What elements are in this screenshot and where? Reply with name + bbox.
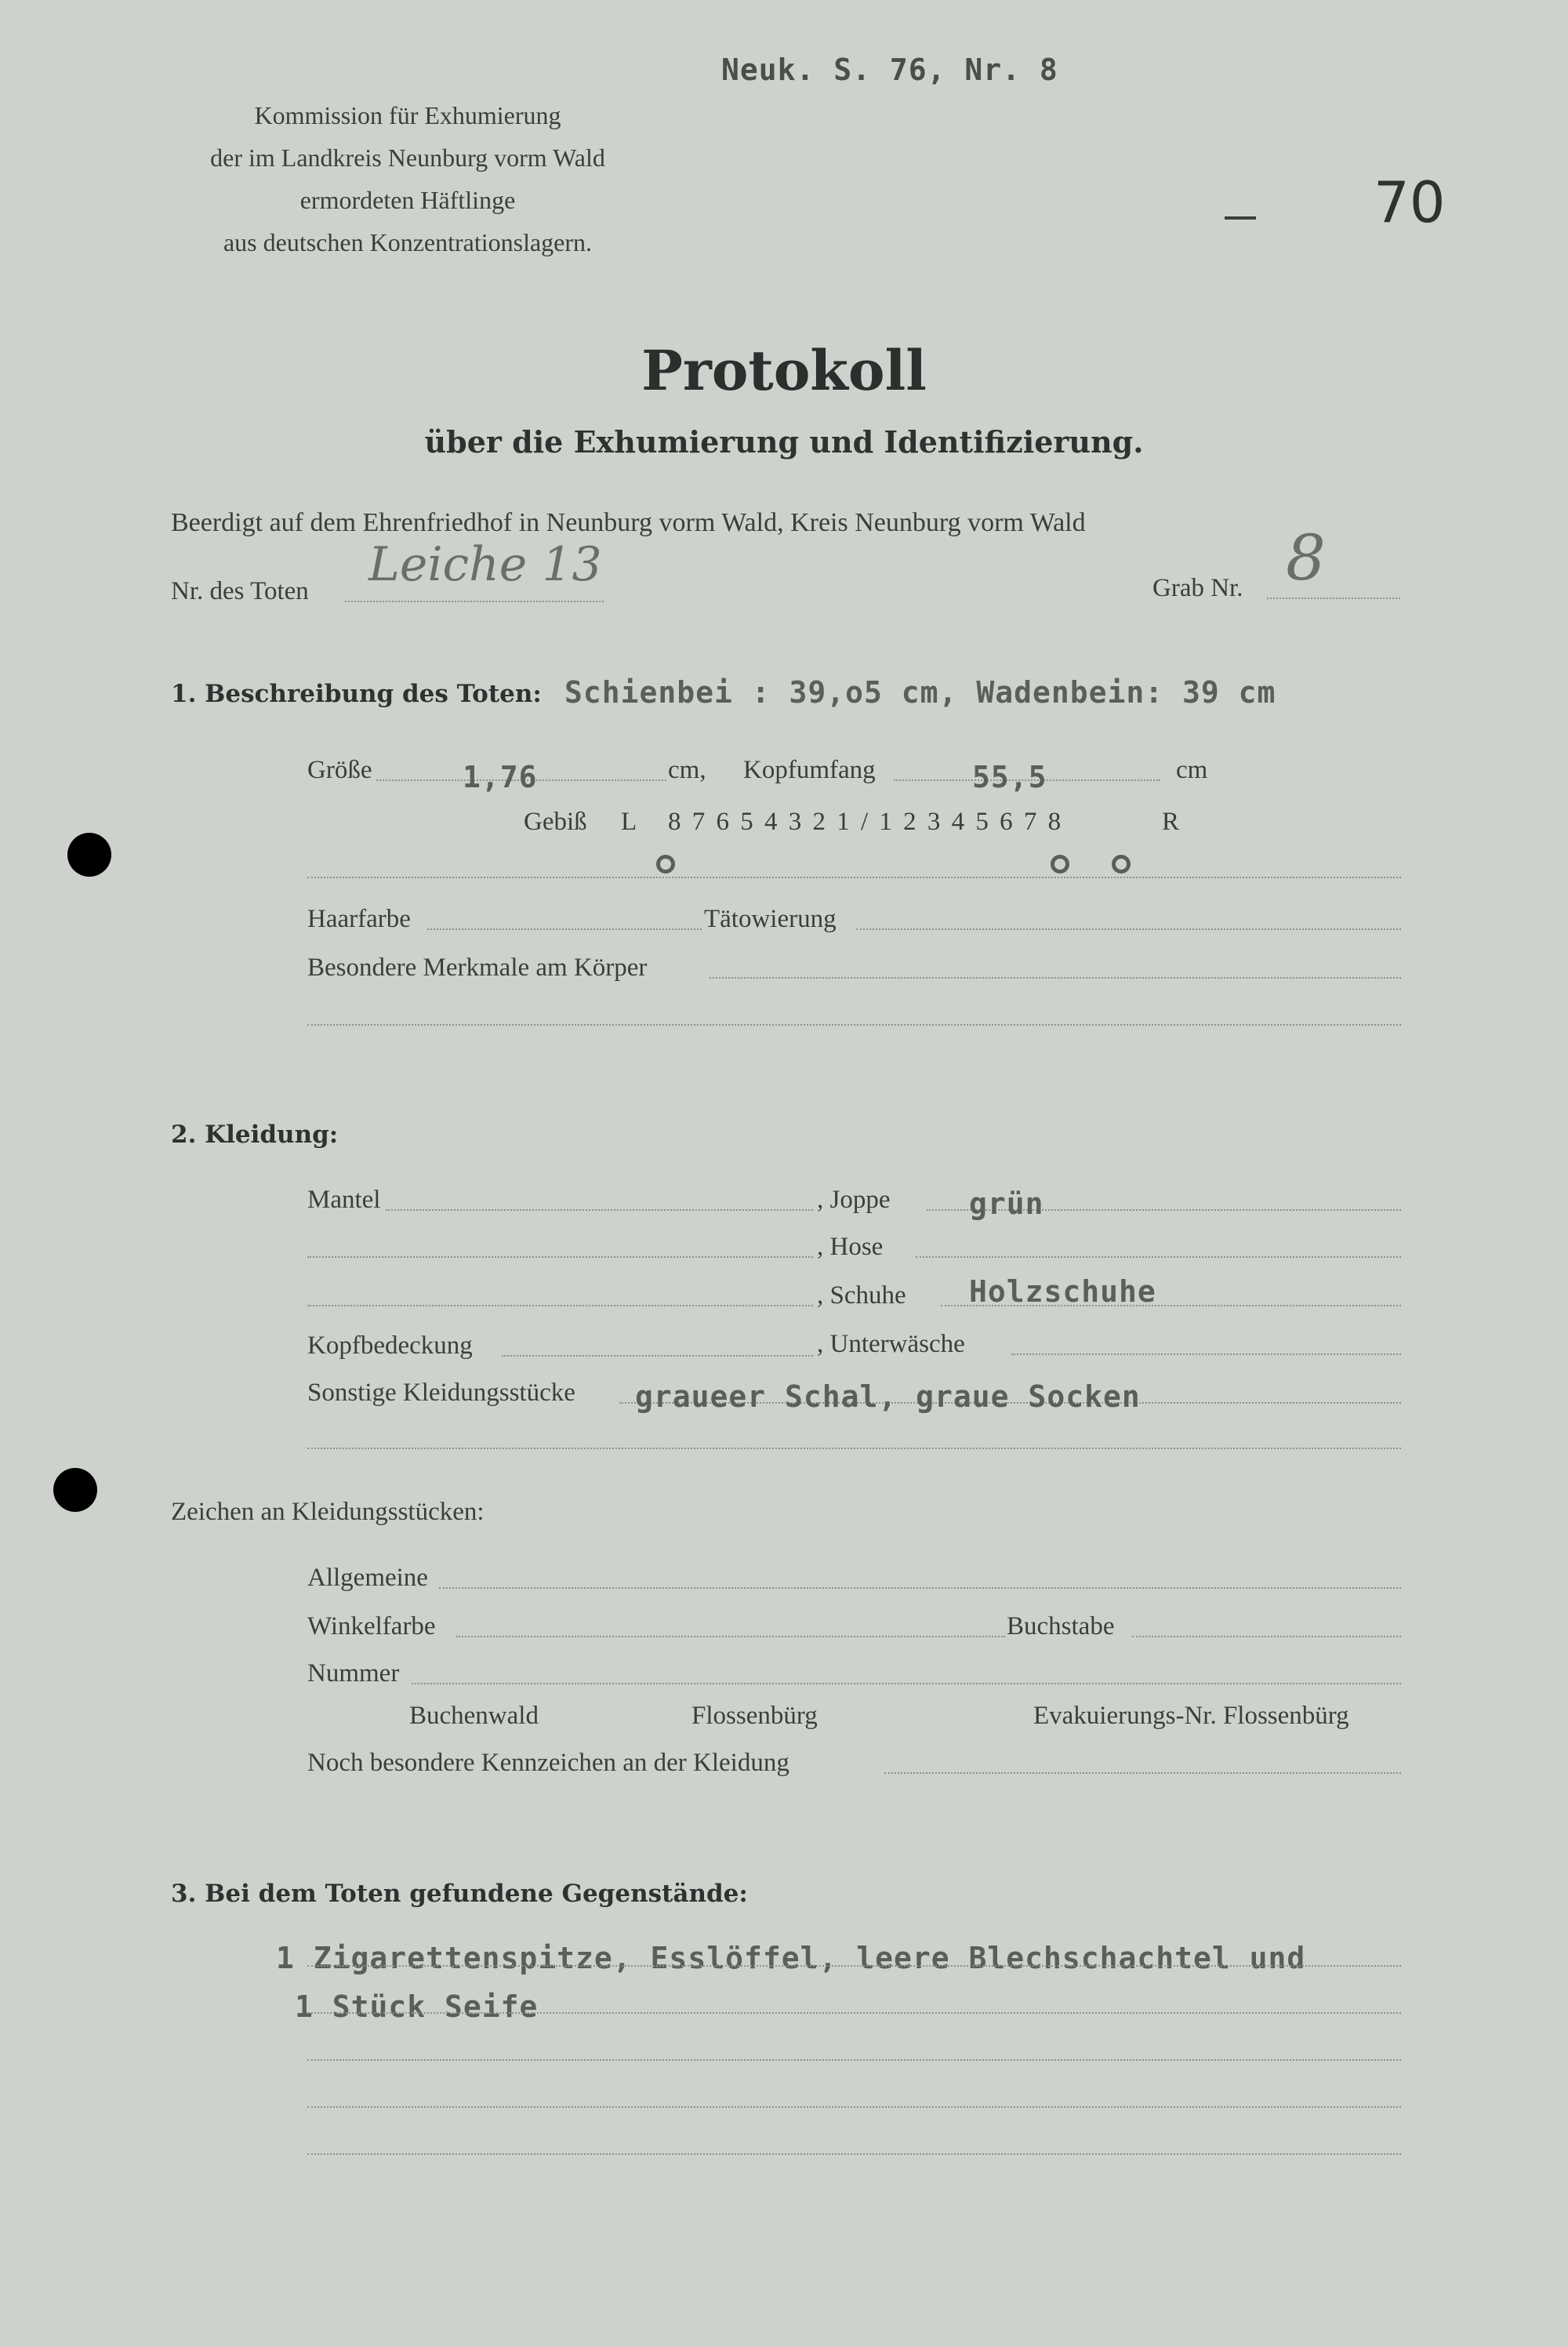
taetowierung-label: Tätowierung [704, 905, 837, 933]
punch-hole-bottom [53, 1468, 97, 1512]
evakuierung-label: Evakuierungs-Nr. Flossenbürg [1033, 1702, 1349, 1730]
hose-label: , Hose [817, 1233, 884, 1261]
pencil-mark [1225, 216, 1256, 220]
grave-number-value: 8 [1286, 521, 1326, 594]
tooth-mark [1051, 855, 1069, 874]
institution-block [157, 94, 659, 263]
items-rule-4 [307, 2106, 1401, 2108]
page-number: 70 [1374, 169, 1446, 235]
schuhe-value: Holzschuhe [969, 1274, 1156, 1309]
nummer-label: Nummer [307, 1659, 400, 1688]
hose-left-line [307, 1256, 813, 1258]
institution-line: aus deutschen Konzentrationslagern. [223, 228, 593, 256]
zeichen-heading: Zeichen an Kleidungsstücken: [171, 1498, 485, 1526]
items-rule-2 [307, 2012, 1401, 2014]
grave-number-line [1267, 598, 1400, 599]
gebiss-left-marker: L [621, 808, 637, 836]
items-rule-5 [307, 2153, 1401, 2155]
groesse-label: Größe [307, 756, 372, 784]
besondere-kennzeichen-line [884, 1772, 1401, 1774]
kopfumfang-unit: cm [1176, 756, 1208, 784]
gebiss-label: Gebiß [524, 808, 587, 836]
unterwaesche-line [1011, 1353, 1401, 1355]
document-title: Protokoll [641, 338, 927, 403]
gebiss-right-marker: R [1162, 808, 1180, 836]
items-line-2: 1 Stück Seife [295, 1989, 539, 2024]
besondere-kennzeichen-label: Noch besondere Kennzeichen an der Kleidung [307, 1749, 789, 1777]
groesse-value: 1,76 [463, 760, 538, 794]
allgemeine-line [439, 1587, 1401, 1589]
taetowierung-line [856, 928, 1401, 930]
dead-number-label: Nr. des Toten [171, 577, 309, 605]
nummer-line [412, 1683, 1401, 1684]
flossenbuerg-label: Flossenbürg [691, 1702, 818, 1730]
winkelfarbe-label: Winkelfarbe [307, 1612, 436, 1640]
merkmale-line-2 [307, 1024, 1401, 1026]
merkmale-line [710, 977, 1401, 979]
section-2-heading: 2. Kleidung: [171, 1121, 339, 1149]
sonstige-label: Sonstige Kleidungsstücke [307, 1379, 575, 1407]
burial-line: Beerdigt auf dem Ehrenfriedhof in Neunburg vorm Wald, Kreis Neunburg vorm Wald [171, 508, 1086, 537]
mantel-line [386, 1209, 813, 1211]
institution-line: Kommission für Exhumierung [254, 101, 561, 129]
buchenwald-label: Buchenwald [409, 1702, 539, 1730]
gebiss-line [307, 877, 1401, 878]
sonstige-line-2 [307, 1448, 1401, 1449]
sonstige-value: graueer Schal, graue Socken [635, 1379, 1141, 1414]
buchstabe-label: Buchstabe [1007, 1612, 1115, 1640]
schuhe-label: , Schuhe [817, 1281, 906, 1310]
hose-line [916, 1256, 1401, 1258]
haarfarbe-label: Haarfarbe [307, 905, 411, 933]
punch-hole-top [67, 833, 111, 877]
reference-number: Neuk. S. 76, Nr. 8 [721, 53, 1058, 87]
gebiss-teeth-chart: 8 7 6 5 4 3 2 1 / 1 2 3 4 5 6 7 8 [668, 808, 1062, 836]
merkmale-label: Besondere Merkmale am Körper [307, 954, 648, 982]
items-rule-1 [307, 1965, 1401, 1967]
winkelfarbe-line [456, 1636, 1005, 1637]
haarfarbe-line [427, 928, 702, 930]
dead-number-line [345, 601, 604, 602]
tooth-mark [656, 855, 675, 874]
joppe-label: , Joppe [817, 1186, 891, 1214]
kopfbedeckung-label: Kopfbedeckung [307, 1332, 473, 1360]
kopfbedeckung-line [502, 1355, 813, 1357]
grave-number-label: Grab Nr. [1152, 574, 1243, 602]
dead-number-value: Leiche 13 [368, 537, 602, 592]
groesse-unit: cm, [668, 756, 706, 784]
mantel-label: Mantel [307, 1186, 381, 1214]
section-1-typed-note: Schienbei : 39,o5 cm, Wadenbein: 39 cm [564, 675, 1276, 710]
items-line-1: 1 Zigarettenspitze, Esslöffel, leere Blechschachtel und [276, 1941, 1306, 1975]
kopfumfang-value: 55,5 [972, 760, 1047, 794]
institution-line: der im Landkreis Neunburg vorm Wald [210, 144, 605, 172]
joppe-value: grün [969, 1186, 1044, 1221]
section-3-heading: 3. Bei dem Toten gefundene Gegenstände: [171, 1880, 748, 1908]
buchstabe-line [1132, 1636, 1401, 1637]
items-rule-3 [307, 2059, 1401, 2061]
section-1-heading: 1. Beschreibung des Toten: [171, 680, 542, 708]
allgemeine-label: Allgemeine [307, 1564, 428, 1592]
kopfumfang-label: Kopfumfang [743, 756, 876, 784]
unterwaesche-label: , Unterwäsche [817, 1330, 965, 1358]
schuhe-left-line [307, 1305, 813, 1306]
tooth-mark [1112, 855, 1131, 874]
document-subtitle: über die Exhumierung und Identifizierung. [424, 424, 1144, 460]
institution-line: ermordeten Häftlinge [299, 186, 516, 214]
